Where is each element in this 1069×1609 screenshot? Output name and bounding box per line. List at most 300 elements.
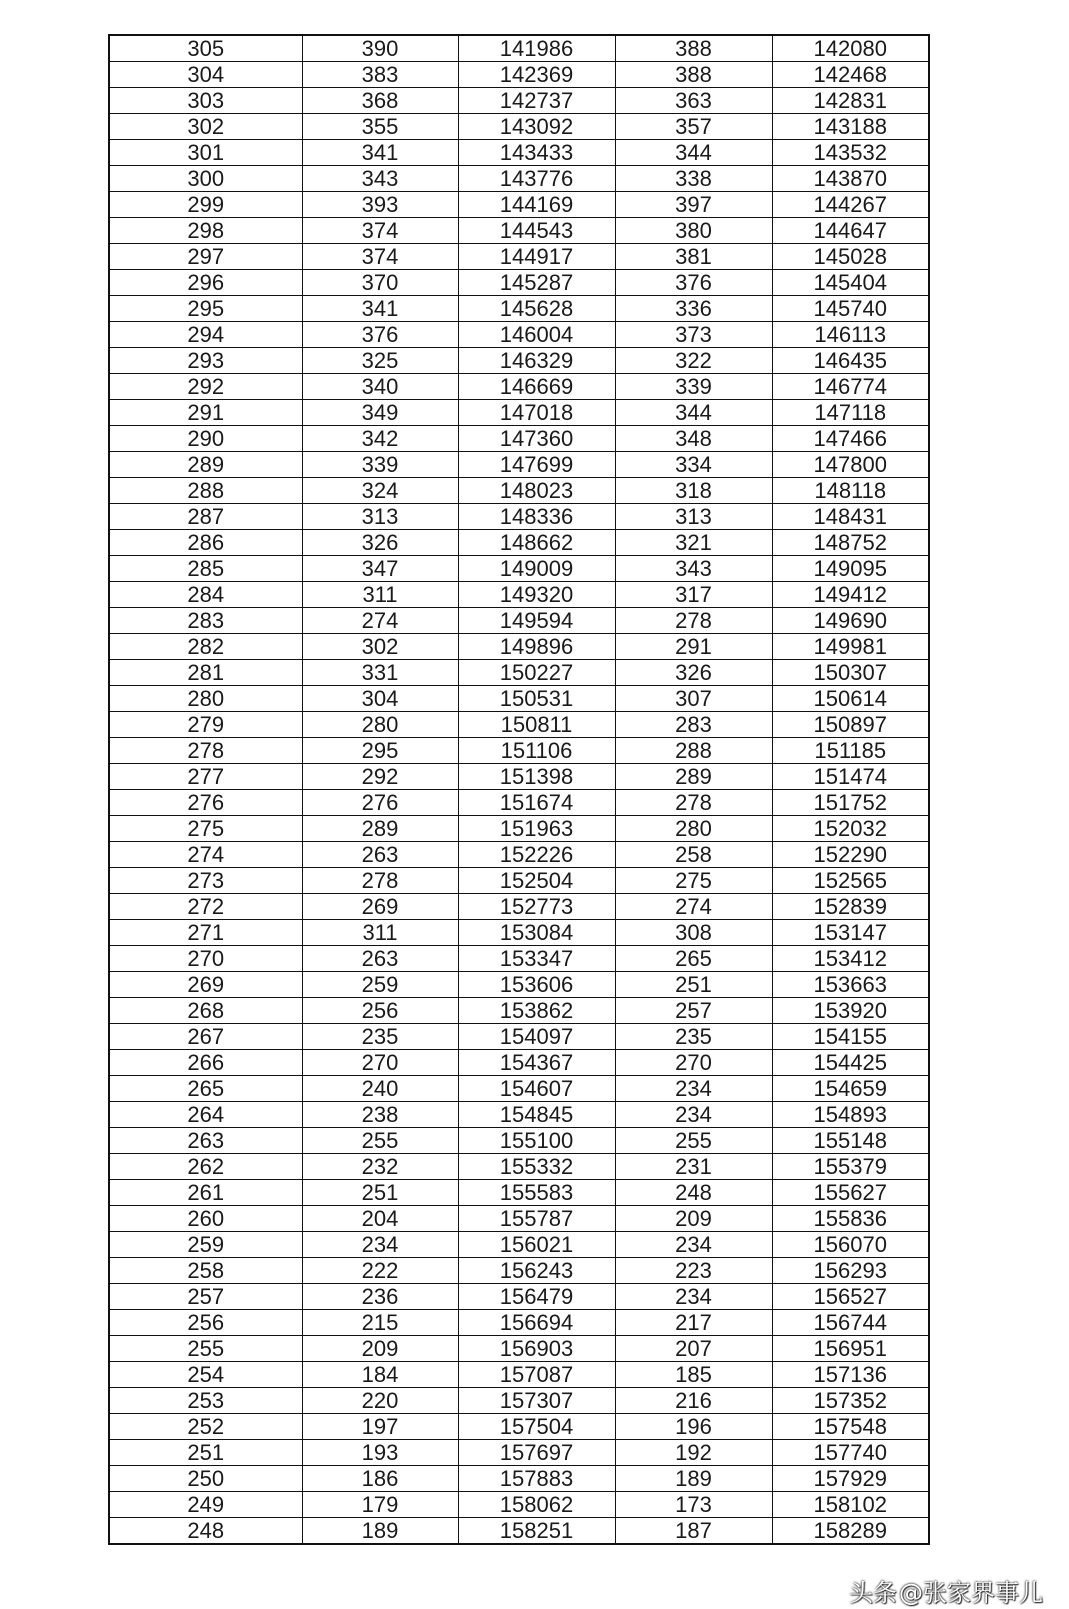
cumulative-cell: 143092 (458, 114, 615, 140)
table-row (109, 946, 929, 972)
score-cell: 278 (109, 738, 302, 764)
cumulative-cell-b: 157740 (772, 1440, 929, 1466)
count-cell-b: 388 (615, 35, 772, 62)
cumulative-cell-b: 151752 (772, 790, 929, 816)
cumulative-cell-b: 150307 (772, 660, 929, 686)
cumulative-cell: 145628 (458, 296, 615, 322)
score-cell: 288 (109, 478, 302, 504)
count-cell: 292 (302, 764, 458, 790)
score-cell: 248 (109, 1518, 302, 1545)
table-row (109, 868, 929, 894)
count-cell-b: 334 (615, 452, 772, 478)
table-row (109, 1440, 929, 1466)
score-cell: 262 (109, 1154, 302, 1180)
cumulative-cell: 147360 (458, 426, 615, 452)
cumulative-cell: 151106 (458, 738, 615, 764)
count-cell-b: 255 (615, 1128, 772, 1154)
count-cell-b: 307 (615, 686, 772, 712)
cumulative-cell-b: 151185 (772, 738, 929, 764)
count-cell: 339 (302, 452, 458, 478)
count-cell: 340 (302, 374, 458, 400)
count-cell-b: 344 (615, 140, 772, 166)
score-cell: 258 (109, 1258, 302, 1284)
cumulative-cell-b: 145404 (772, 270, 929, 296)
cumulative-cell-b: 150897 (772, 712, 929, 738)
count-cell: 234 (302, 1232, 458, 1258)
cumulative-cell: 154607 (458, 1076, 615, 1102)
count-cell-b: 234 (615, 1076, 772, 1102)
count-cell: 251 (302, 1180, 458, 1206)
count-cell-b: 336 (615, 296, 772, 322)
count-cell-b: 376 (615, 270, 772, 296)
cumulative-cell: 152504 (458, 868, 615, 894)
cumulative-cell-b: 151474 (772, 764, 929, 790)
table-row (109, 556, 929, 582)
score-cell: 261 (109, 1180, 302, 1206)
table-row (109, 114, 929, 140)
score-cell: 281 (109, 660, 302, 686)
cumulative-cell: 143776 (458, 166, 615, 192)
table-row (109, 1258, 929, 1284)
cumulative-cell-b: 143532 (772, 140, 929, 166)
cumulative-cell-b: 152290 (772, 842, 929, 868)
table-row (109, 270, 929, 296)
count-cell: 370 (302, 270, 458, 296)
count-cell: 311 (302, 920, 458, 946)
score-cell: 277 (109, 764, 302, 790)
count-cell: 383 (302, 62, 458, 88)
cumulative-cell-b: 157548 (772, 1414, 929, 1440)
cumulative-cell-b: 149690 (772, 608, 929, 634)
count-cell: 232 (302, 1154, 458, 1180)
cumulative-cell: 154845 (458, 1102, 615, 1128)
score-cell: 295 (109, 296, 302, 322)
cumulative-cell-b: 154659 (772, 1076, 929, 1102)
count-cell: 341 (302, 296, 458, 322)
count-cell: 263 (302, 842, 458, 868)
count-cell: 209 (302, 1336, 458, 1362)
count-cell: 270 (302, 1050, 458, 1076)
cumulative-cell: 156694 (458, 1310, 615, 1336)
cumulative-cell-b: 158102 (772, 1492, 929, 1518)
cumulative-cell-b: 157929 (772, 1466, 929, 1492)
count-cell-b: 223 (615, 1258, 772, 1284)
cumulative-cell: 156903 (458, 1336, 615, 1362)
table-row (109, 686, 929, 712)
cumulative-cell: 145287 (458, 270, 615, 296)
score-cell: 251 (109, 1440, 302, 1466)
cumulative-cell: 155332 (458, 1154, 615, 1180)
score-cell: 280 (109, 686, 302, 712)
score-cell: 283 (109, 608, 302, 634)
cumulative-cell-b: 154425 (772, 1050, 929, 1076)
count-cell-b: 357 (615, 114, 772, 140)
table-row (109, 1232, 929, 1258)
count-cell-b: 322 (615, 348, 772, 374)
table-row (109, 660, 929, 686)
table-row (109, 634, 929, 660)
cumulative-cell-b: 146113 (772, 322, 929, 348)
cumulative-cell-b: 148431 (772, 504, 929, 530)
count-cell: 222 (302, 1258, 458, 1284)
cumulative-cell: 155583 (458, 1180, 615, 1206)
score-cell: 257 (109, 1284, 302, 1310)
cumulative-cell-b: 144267 (772, 192, 929, 218)
score-cell: 298 (109, 218, 302, 244)
count-cell-b: 283 (615, 712, 772, 738)
count-cell: 376 (302, 322, 458, 348)
cumulative-cell: 158062 (458, 1492, 615, 1518)
count-cell-b: 291 (615, 634, 772, 660)
table-row (109, 62, 929, 88)
cumulative-cell: 148662 (458, 530, 615, 556)
table-row (109, 920, 929, 946)
cumulative-cell-b: 144647 (772, 218, 929, 244)
count-cell: 186 (302, 1466, 458, 1492)
table-row (109, 426, 929, 452)
table-row (109, 348, 929, 374)
cumulative-cell: 144917 (458, 244, 615, 270)
table-row (109, 1518, 929, 1545)
cumulative-cell-b: 153412 (772, 946, 929, 972)
table-row (109, 1336, 929, 1362)
cumulative-cell: 146004 (458, 322, 615, 348)
count-cell-b: 321 (615, 530, 772, 556)
score-cell: 268 (109, 998, 302, 1024)
count-cell: 238 (302, 1102, 458, 1128)
count-cell: 274 (302, 608, 458, 634)
count-cell: 255 (302, 1128, 458, 1154)
cumulative-cell: 153084 (458, 920, 615, 946)
count-cell-b: 397 (615, 192, 772, 218)
count-cell-b: 251 (615, 972, 772, 998)
cumulative-cell-b: 148118 (772, 478, 929, 504)
cumulative-cell: 155100 (458, 1128, 615, 1154)
count-cell-b: 280 (615, 816, 772, 842)
count-cell: 331 (302, 660, 458, 686)
table-row (109, 608, 929, 634)
count-cell: 313 (302, 504, 458, 530)
count-cell: 269 (302, 894, 458, 920)
score-cell: 273 (109, 868, 302, 894)
score-cell: 284 (109, 582, 302, 608)
count-cell: 341 (302, 140, 458, 166)
cumulative-cell: 151963 (458, 816, 615, 842)
cumulative-cell-b: 143188 (772, 114, 929, 140)
cumulative-cell-b: 149412 (772, 582, 929, 608)
count-cell-b: 339 (615, 374, 772, 400)
count-cell: 204 (302, 1206, 458, 1232)
cumulative-cell-b: 147800 (772, 452, 929, 478)
table-row (109, 452, 929, 478)
count-cell-b: 308 (615, 920, 772, 946)
cumulative-cell-b: 147466 (772, 426, 929, 452)
score-cell: 256 (109, 1310, 302, 1336)
cumulative-cell: 147018 (458, 400, 615, 426)
cumulative-cell-b: 153147 (772, 920, 929, 946)
cumulative-cell-b: 155627 (772, 1180, 929, 1206)
count-cell: 325 (302, 348, 458, 374)
count-cell-b: 275 (615, 868, 772, 894)
table-row (109, 1466, 929, 1492)
cumulative-cell: 152226 (458, 842, 615, 868)
count-cell: 342 (302, 426, 458, 452)
cumulative-cell: 142737 (458, 88, 615, 114)
table-row (109, 1362, 929, 1388)
cumulative-cell: 156021 (458, 1232, 615, 1258)
count-cell-b: 338 (615, 166, 772, 192)
count-cell-b: 231 (615, 1154, 772, 1180)
score-cell: 263 (109, 1128, 302, 1154)
count-cell: 256 (302, 998, 458, 1024)
count-cell-b: 185 (615, 1362, 772, 1388)
table-row (109, 192, 929, 218)
count-cell: 278 (302, 868, 458, 894)
table-row (109, 140, 929, 166)
table-row (109, 1284, 929, 1310)
cumulative-cell-b: 146435 (772, 348, 929, 374)
cumulative-cell: 149896 (458, 634, 615, 660)
count-cell-b: 348 (615, 426, 772, 452)
watermark-account: @张家界事儿 (899, 1578, 1043, 1607)
cumulative-cell-b: 155836 (772, 1206, 929, 1232)
count-cell: 374 (302, 244, 458, 270)
count-cell-b: 209 (615, 1206, 772, 1232)
count-cell-b: 187 (615, 1518, 772, 1545)
table-row (109, 816, 929, 842)
count-cell-b: 278 (615, 790, 772, 816)
count-cell-b: 265 (615, 946, 772, 972)
cumulative-cell: 146669 (458, 374, 615, 400)
score-distribution-table (108, 34, 930, 1545)
cumulative-cell-b: 142468 (772, 62, 929, 88)
cumulative-cell: 148336 (458, 504, 615, 530)
cumulative-cell-b: 142080 (772, 35, 929, 62)
count-cell: 236 (302, 1284, 458, 1310)
count-cell: 343 (302, 166, 458, 192)
table-row (109, 166, 929, 192)
score-cell: 253 (109, 1388, 302, 1414)
table-row (109, 712, 929, 738)
cumulative-cell: 157087 (458, 1362, 615, 1388)
count-cell: 324 (302, 478, 458, 504)
score-cell: 267 (109, 1024, 302, 1050)
table-row (109, 504, 929, 530)
score-cell: 249 (109, 1492, 302, 1518)
cumulative-cell: 158251 (458, 1518, 615, 1545)
table-row (109, 738, 929, 764)
score-cell: 279 (109, 712, 302, 738)
table-row (109, 530, 929, 556)
cumulative-cell-b: 157136 (772, 1362, 929, 1388)
count-cell: 349 (302, 400, 458, 426)
table-row (109, 1076, 929, 1102)
count-cell: 393 (302, 192, 458, 218)
table-row (109, 790, 929, 816)
cumulative-cell-b: 156744 (772, 1310, 929, 1336)
score-cell: 264 (109, 1102, 302, 1128)
cumulative-cell: 156479 (458, 1284, 615, 1310)
score-cell: 259 (109, 1232, 302, 1258)
count-cell-b: 289 (615, 764, 772, 790)
count-cell-b: 270 (615, 1050, 772, 1076)
cumulative-cell: 152773 (458, 894, 615, 920)
cumulative-cell-b: 145740 (772, 296, 929, 322)
count-cell: 304 (302, 686, 458, 712)
score-cell: 296 (109, 270, 302, 296)
cumulative-cell-b: 158289 (772, 1518, 929, 1545)
cumulative-cell-b: 153663 (772, 972, 929, 998)
score-cell: 292 (109, 374, 302, 400)
score-cell: 269 (109, 972, 302, 998)
table-row (109, 842, 929, 868)
count-cell-b: 363 (615, 88, 772, 114)
count-cell-b: 192 (615, 1440, 772, 1466)
score-cell: 299 (109, 192, 302, 218)
cumulative-cell: 157697 (458, 1440, 615, 1466)
cumulative-cell: 142369 (458, 62, 615, 88)
score-cell: 303 (109, 88, 302, 114)
count-cell: 220 (302, 1388, 458, 1414)
table-row (109, 1310, 929, 1336)
count-cell-b: 234 (615, 1102, 772, 1128)
cumulative-cell-b: 152565 (772, 868, 929, 894)
count-cell-b: 288 (615, 738, 772, 764)
score-cell: 260 (109, 1206, 302, 1232)
count-cell: 311 (302, 582, 458, 608)
cumulative-cell-b: 148752 (772, 530, 929, 556)
count-cell-b: 248 (615, 1180, 772, 1206)
score-cell: 272 (109, 894, 302, 920)
table-row (109, 1154, 929, 1180)
cumulative-cell-b: 155148 (772, 1128, 929, 1154)
count-cell-b: 173 (615, 1492, 772, 1518)
table-body (109, 35, 929, 1544)
cumulative-cell-b: 154893 (772, 1102, 929, 1128)
score-cell: 290 (109, 426, 302, 452)
score-cell: 276 (109, 790, 302, 816)
count-cell: 347 (302, 556, 458, 582)
table-row (109, 1206, 929, 1232)
count-cell-b: 343 (615, 556, 772, 582)
count-cell: 390 (302, 35, 458, 62)
count-cell-b: 196 (615, 1414, 772, 1440)
table-row (109, 1492, 929, 1518)
cumulative-cell-b: 155379 (772, 1154, 929, 1180)
count-cell: 295 (302, 738, 458, 764)
score-cell: 285 (109, 556, 302, 582)
score-cell: 286 (109, 530, 302, 556)
cumulative-cell-b: 157352 (772, 1388, 929, 1414)
score-cell: 275 (109, 816, 302, 842)
cumulative-cell: 150811 (458, 712, 615, 738)
count-cell-b: 234 (615, 1232, 772, 1258)
count-cell-b: 234 (615, 1284, 772, 1310)
cumulative-cell: 150227 (458, 660, 615, 686)
table-row (109, 1128, 929, 1154)
cumulative-cell: 157307 (458, 1388, 615, 1414)
score-cell: 287 (109, 504, 302, 530)
cumulative-cell-b: 156527 (772, 1284, 929, 1310)
table-row (109, 478, 929, 504)
score-cell: 300 (109, 166, 302, 192)
score-cell: 254 (109, 1362, 302, 1388)
cumulative-cell: 156243 (458, 1258, 615, 1284)
count-cell: 280 (302, 712, 458, 738)
count-cell-b: 318 (615, 478, 772, 504)
score-cell: 271 (109, 920, 302, 946)
count-cell: 289 (302, 816, 458, 842)
count-cell: 259 (302, 972, 458, 998)
score-cell: 252 (109, 1414, 302, 1440)
count-cell-b: 217 (615, 1310, 772, 1336)
count-cell-b: 189 (615, 1466, 772, 1492)
table-row (109, 998, 929, 1024)
cumulative-cell-b: 142831 (772, 88, 929, 114)
count-cell: 263 (302, 946, 458, 972)
score-cell: 297 (109, 244, 302, 270)
score-cell: 302 (109, 114, 302, 140)
score-cell: 291 (109, 400, 302, 426)
cumulative-cell: 157504 (458, 1414, 615, 1440)
count-cell: 184 (302, 1362, 458, 1388)
table-row (109, 1024, 929, 1050)
score-cell: 282 (109, 634, 302, 660)
table-row (109, 400, 929, 426)
count-cell: 326 (302, 530, 458, 556)
cumulative-cell-b: 152839 (772, 894, 929, 920)
cumulative-cell: 144543 (458, 218, 615, 244)
score-cell: 301 (109, 140, 302, 166)
count-cell: 235 (302, 1024, 458, 1050)
cumulative-cell: 143433 (458, 140, 615, 166)
cumulative-cell-b: 143870 (772, 166, 929, 192)
cumulative-cell-b: 153920 (772, 998, 929, 1024)
count-cell-b: 313 (615, 504, 772, 530)
table-row (109, 1388, 929, 1414)
table-row (109, 894, 929, 920)
cumulative-cell: 153606 (458, 972, 615, 998)
table-row (109, 88, 929, 114)
score-cell: 304 (109, 62, 302, 88)
count-cell-b: 274 (615, 894, 772, 920)
cumulative-cell: 153862 (458, 998, 615, 1024)
cumulative-cell: 157883 (458, 1466, 615, 1492)
count-cell-b: 317 (615, 582, 772, 608)
cumulative-cell: 148023 (458, 478, 615, 504)
cumulative-cell-b: 145028 (772, 244, 929, 270)
cumulative-cell: 150531 (458, 686, 615, 712)
table-row (109, 322, 929, 348)
count-cell: 179 (302, 1492, 458, 1518)
score-cell: 265 (109, 1076, 302, 1102)
count-cell-b: 216 (615, 1388, 772, 1414)
count-cell: 355 (302, 114, 458, 140)
count-cell: 189 (302, 1518, 458, 1545)
table-row (109, 35, 929, 62)
score-cell: 274 (109, 842, 302, 868)
cumulative-cell-b: 146774 (772, 374, 929, 400)
cumulative-cell-b: 156951 (772, 1336, 929, 1362)
count-cell: 240 (302, 1076, 458, 1102)
score-cell: 294 (109, 322, 302, 348)
cumulative-cell: 144169 (458, 192, 615, 218)
score-cell: 305 (109, 35, 302, 62)
count-cell-b: 257 (615, 998, 772, 1024)
count-cell: 302 (302, 634, 458, 660)
cumulative-cell-b: 150614 (772, 686, 929, 712)
count-cell-b: 207 (615, 1336, 772, 1362)
